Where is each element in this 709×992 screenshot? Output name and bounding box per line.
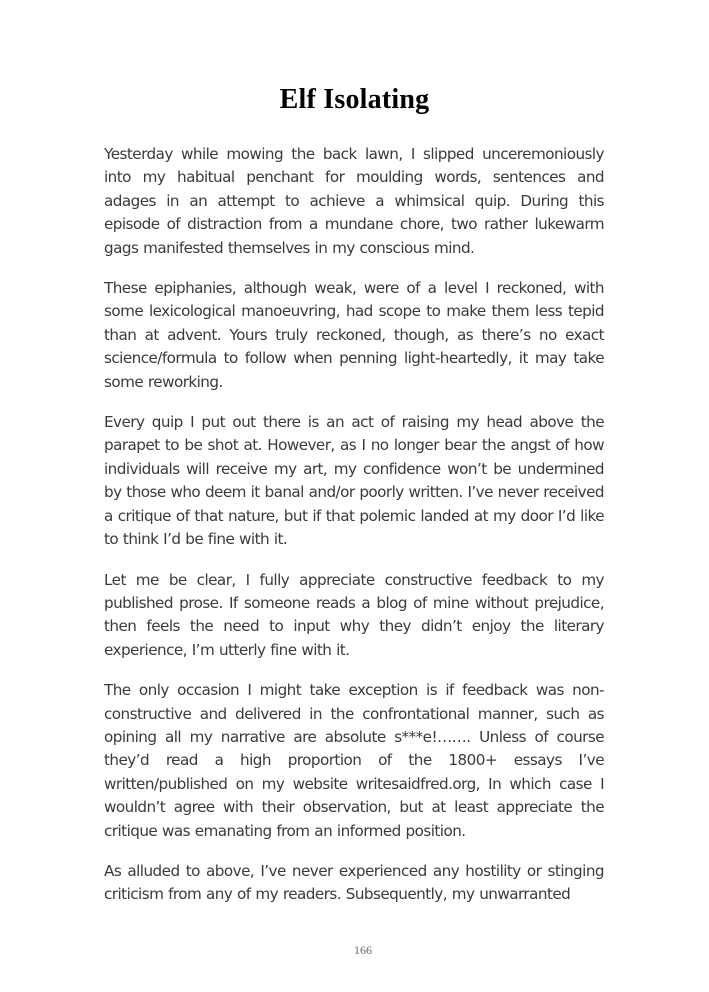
page-number: 166 bbox=[354, 943, 372, 957]
page-title: Elf Isolating bbox=[279, 84, 430, 115]
paragraph: The only occasion I might take exception is if feedback was non-constructive and delivered in the confrontational manner, such as opining all my narrative are absolute s***e!……. Unless of course they’d read a high proportion of the 1800+ essays I’ve written/published on my website writesaidfred.org, In which case I wouldn’t agree with their observation, but at least appreciate the critique was emanating from an informed position. bbox=[104, 681, 604, 840]
paragraph: These epiphanies, although weak, were of a level I reckoned, with some lexicological manoeuvring, had scope to make them less tepid than at advent. Yours truly reckoned, though, as there’s no exact science/formula to follow when penning light-heartedly, it may take some reworking. bbox=[104, 279, 604, 391]
body-text bbox=[104, 143, 604, 924]
paragraph: As alluded to above, I’ve never experienced any hostility or stinging criticism from any of my readers. Subsequently, my unwarranted bbox=[104, 861, 604, 904]
paragraph: Let me be clear, I fully appreciate constructive feedback to my published prose. If someone reads a blog of mine without prejudice, then feels the need to input why they didn’t enjoy the literary experience, I’m utterly fine with it. bbox=[104, 570, 604, 659]
paragraph: Yesterday while mowing the back lawn, I slipped unceremoniously into my habitual penchant for moulding words, sentences and adages in an attempt to achieve a whimsical quip. During this episode of distraction from a mundane chore, two rather lukewarm gags manifested themselves in my conscious mind. bbox=[104, 145, 604, 257]
paragraph: Every quip I put out there is an act of raising my head above the parapet to be shot at. However, as I no longer bear the angst of how individuals will receive my art, my confidence won’t be undermined by those who deem it banal and/or poorly written. I’ve never received a critique of that nature, but if that polemic landed at my door I’d like to think I’d be fine with it. bbox=[104, 413, 604, 549]
